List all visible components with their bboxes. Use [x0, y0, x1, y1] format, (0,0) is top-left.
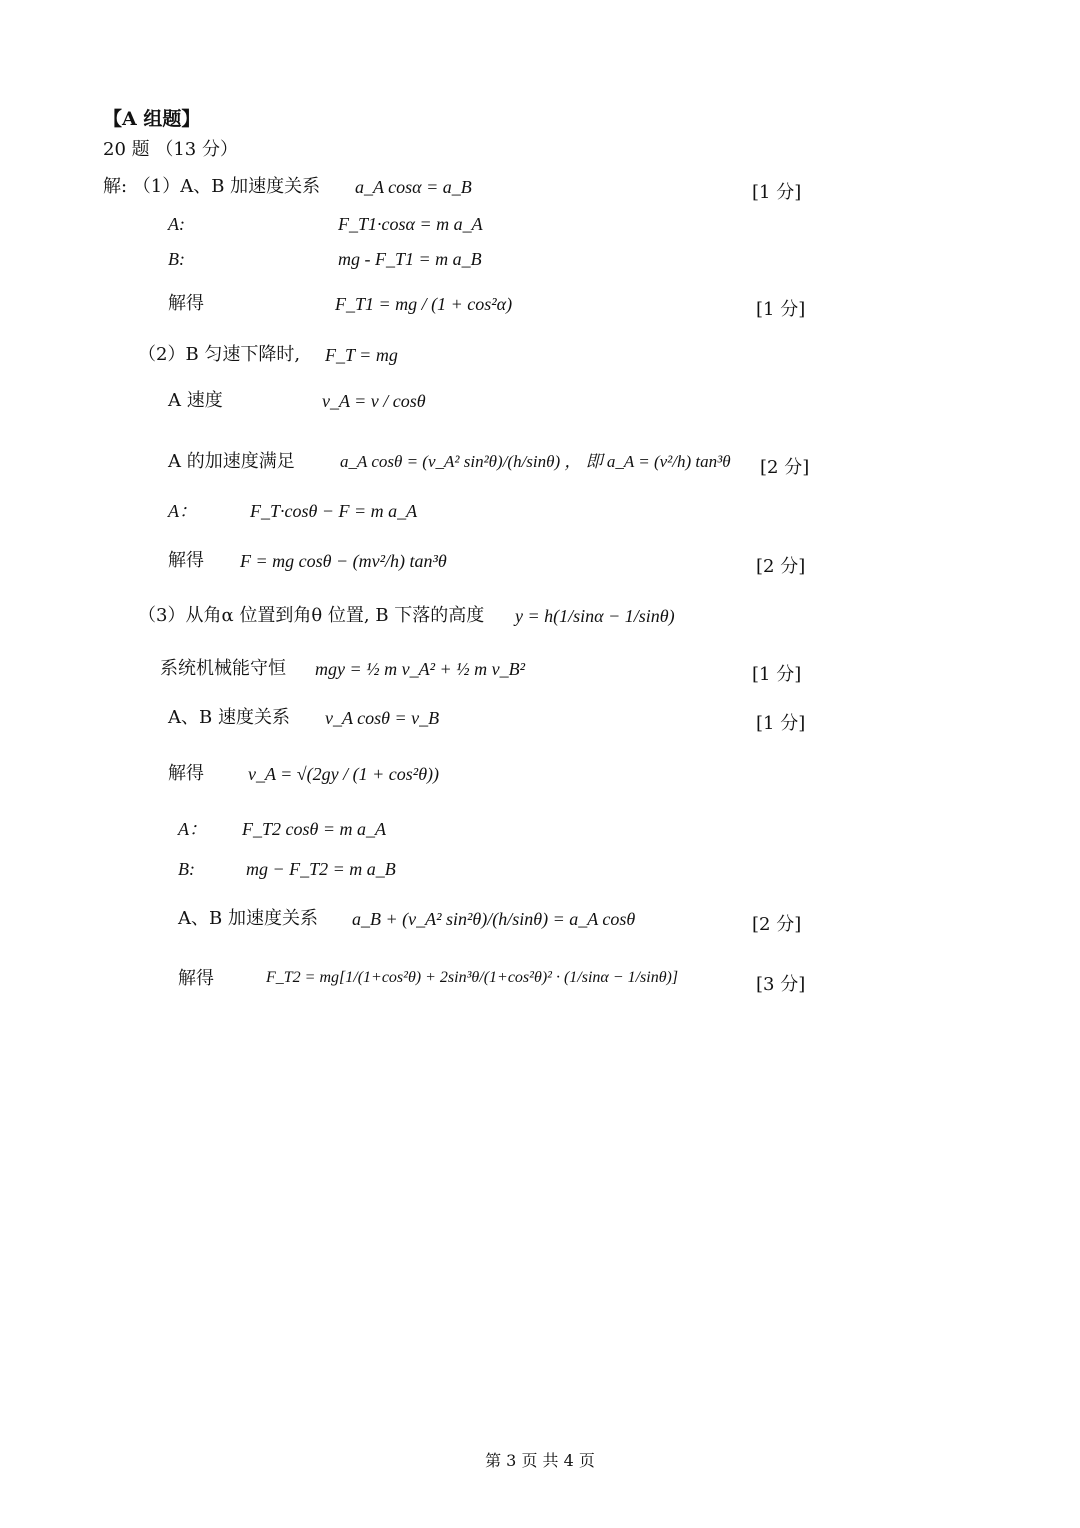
line-2-math: F_T1·cosα = m a_A — [338, 214, 483, 234]
line-16-points: [2 分] — [752, 914, 802, 935]
line-1-points: [1 分] — [752, 182, 802, 203]
line-11-points: [1 分] — [752, 664, 802, 685]
line-7-points: [2 分] — [760, 457, 810, 478]
line-1-math: a_A cosα = a_B — [355, 177, 472, 197]
line-12-label: A、B 速度关系 — [168, 707, 290, 728]
line-10-math: y = h(1/sinα − 1/sinθ) — [515, 606, 675, 626]
page-footer: 第 3 页 共 4 页 — [485, 1451, 595, 1470]
line-9-label: 解得 — [168, 550, 204, 571]
line-9-points: [2 分] — [756, 556, 806, 577]
line-8-math: F_T·cosθ − F = m a_A — [250, 501, 418, 521]
line-11-label: 系统机械能守恒 — [160, 658, 286, 679]
line-3-label: B: — [168, 249, 185, 269]
line-6-math: v_A = v / cosθ — [322, 391, 426, 411]
line-17-math: F_T2 = mg[1/(1+cos²θ) + 2sin³θ/(1+cos²θ)² · (1/sinα − 1/sinθ)] — [266, 969, 679, 986]
line-6-label: A 速度 — [168, 390, 223, 411]
group-title: 【A 组题】 — [103, 108, 201, 130]
line-5-math: F_T = mg — [325, 345, 398, 365]
line-1-label: 解: （1）A、B 加速度关系 — [103, 176, 321, 197]
line-9-math: F = mg cosθ − (mv²/h) tan³θ — [240, 551, 447, 571]
line-4-math: F_T1 = mg / (1 + cos²α) — [335, 294, 513, 314]
line-17-points: [3 分] — [756, 974, 806, 995]
line-4-label: 解得 — [168, 293, 204, 314]
line-14-label: A： — [178, 819, 207, 839]
line-5-label: （2）B 匀速下降时, — [138, 344, 301, 365]
line-16-math: a_B + (v_A² sin²θ)/(h/sinθ) = a_A cosθ — [352, 909, 636, 929]
line-13-math: v_A = √(2gy / (1 + cos²θ)) — [248, 764, 440, 784]
line-14-math: F_T2 cosθ = m a_A — [242, 819, 386, 839]
line-10-label: （3）从角α 位置到角θ 位置, B 下落的高度 — [138, 605, 485, 626]
line-12-points: [1 分] — [756, 713, 806, 734]
line-8-label: A： — [168, 501, 197, 521]
line-13-label: 解得 — [168, 763, 204, 784]
line-16-label: A、B 加速度关系 — [178, 908, 318, 929]
line-7-label: A 的加速度满足 — [168, 451, 295, 472]
line-4-points: [1 分] — [756, 299, 806, 320]
question-title: 20 题 （13 分） — [103, 139, 238, 160]
line-17-label: 解得 — [178, 968, 214, 989]
line-11-math: mgy = ½ m v_A² + ½ m v_B² — [315, 659, 526, 679]
line-15-label: B: — [178, 859, 195, 879]
line-15-math: mg − F_T2 = m a_B — [246, 859, 396, 879]
line-2-label: A: — [168, 214, 185, 234]
line-7-math: a_A cosθ = (v_A² sin²θ)/(h/sinθ) ， 即 a_A = (v²/h) tan³θ — [340, 452, 731, 471]
line-3-math: mg - F_T1 = m a_B — [338, 249, 482, 269]
line-12-math: v_A cosθ = v_B — [325, 708, 440, 728]
